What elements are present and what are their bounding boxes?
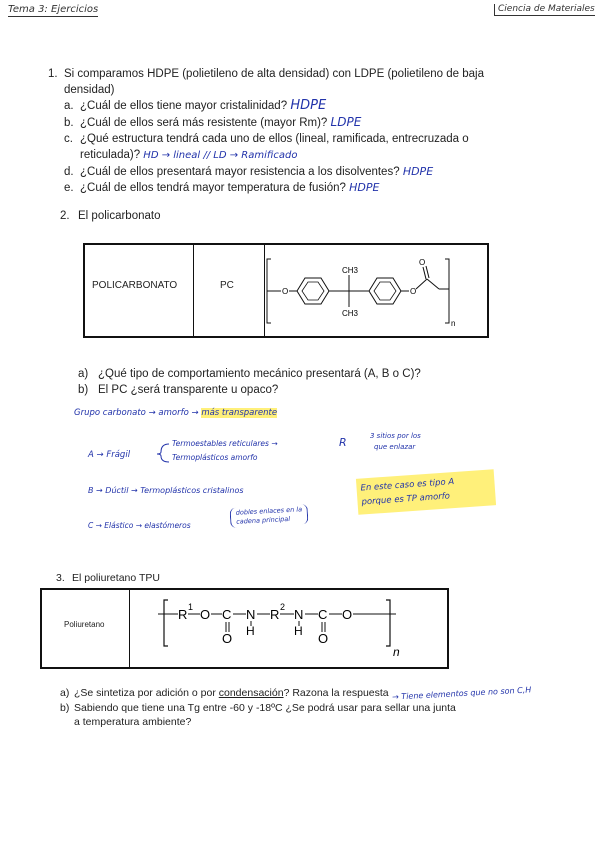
q2-note-b-label: B → Dúctil → Termoplásticos cristalinos bbox=[88, 486, 244, 495]
svg-text:R: R bbox=[270, 607, 280, 622]
q2-note-side1: 3 sitios por los bbox=[370, 432, 421, 440]
q1-item-d-letter: d. bbox=[64, 166, 74, 178]
q2-number: 2. bbox=[60, 210, 70, 222]
header-right-title: Ciencia de Materiales bbox=[494, 4, 595, 16]
q3-title-text: El poliuretano TPU bbox=[72, 572, 160, 584]
q2-item-b: b) El PC ¿será transparente u opaco? bbox=[78, 384, 279, 396]
q3-number: 3. bbox=[56, 572, 65, 584]
tpu-structure-diagram bbox=[130, 590, 446, 667]
svg-text:R: R bbox=[178, 607, 188, 622]
q1-item-d-answer: HDPE bbox=[402, 165, 434, 178]
q1-item-e-text: ¿Cuál de ellos tendrá mayor temperatura de fusión? bbox=[80, 182, 346, 194]
q2-note-a-branch1: Termoestables reticulares → bbox=[172, 439, 278, 448]
q1-item-b-letter: b. bbox=[64, 117, 74, 129]
q1-text-line2: densidad) bbox=[64, 84, 115, 96]
svg-text:n: n bbox=[393, 645, 400, 659]
svg-text:N: N bbox=[294, 607, 304, 622]
header-left-title: Tema 3: Ejercicios bbox=[8, 4, 99, 15]
q2-note-line1: Grupo carbonato → amorfo → más transparente bbox=[74, 408, 278, 418]
q1-item-c-answer: HD → lineal // LD → Ramificado bbox=[143, 150, 298, 161]
q2-note-c-paren: dobles enlaces en la cadena principal bbox=[230, 504, 309, 528]
svg-text:1: 1 bbox=[188, 602, 194, 612]
svg-text:C: C bbox=[318, 607, 328, 622]
svg-text:2: 2 bbox=[280, 602, 286, 612]
q1-item-c-line2 bbox=[48, 147, 508, 164]
q1-item-b-text: ¿Cuál de ellos será más resistente (mayor Rm)? bbox=[80, 117, 328, 129]
q3-item-a: a) ¿Se sintetiza por adición o por condensación? Razona la respuesta → Tiene elementos que no son C,H bbox=[60, 686, 580, 701]
svg-text:O: O bbox=[342, 607, 353, 622]
q2-title-text: El policarbonato bbox=[78, 210, 161, 222]
poliuretano-table bbox=[40, 588, 449, 669]
q1-item-b bbox=[48, 114, 508, 131]
q1-item-a bbox=[48, 98, 508, 114]
q2-items bbox=[78, 366, 421, 398]
pc-name-cell: POLICARBONATO bbox=[92, 280, 178, 291]
svg-text:H: H bbox=[294, 624, 303, 638]
q1-item-c-letter: c. bbox=[64, 133, 73, 145]
q1-item-e-answer: HDPE bbox=[349, 181, 380, 194]
policarbonato-table bbox=[83, 243, 489, 338]
tpu-left-bracket bbox=[164, 600, 168, 646]
pc-ch3-bottom: CH3 bbox=[342, 309, 359, 318]
q2-note-highlight: más transparente bbox=[201, 408, 278, 418]
q3-items bbox=[60, 686, 580, 729]
q1-item-d-text: ¿Cuál de ellos presentará mayor resistencia a los disolventes? bbox=[80, 166, 400, 178]
svg-text:O: O bbox=[200, 607, 211, 622]
q1-item-d bbox=[48, 164, 508, 180]
q1-item-c-text: ¿Qué estructura tendrá cada uno de ellos (lineal, ramificada, entrecruzada o bbox=[80, 133, 469, 145]
tpu-name-cell: Poliuretano bbox=[64, 620, 105, 629]
pc-structure-diagram bbox=[265, 245, 487, 336]
svg-text:O: O bbox=[222, 631, 233, 646]
pc-n-subscript: n bbox=[451, 319, 456, 328]
pc-ch3-top: CH3 bbox=[342, 266, 359, 275]
q1-item-c bbox=[48, 131, 508, 147]
svg-text:C: C bbox=[222, 607, 232, 622]
pc-right-bracket bbox=[445, 259, 449, 323]
pc-abbr-cell: PC bbox=[220, 280, 234, 291]
q1-item-e-letter: e. bbox=[64, 182, 74, 194]
q1-text bbox=[48, 66, 508, 82]
q3-item-b: b) Sabiendo que tiene una Tg entre -60 y -18ºC ¿Se podrá usar para sellar una junta bbox=[60, 702, 456, 714]
q1-item-e bbox=[48, 180, 508, 196]
q1-item-c-text2: reticulada)? bbox=[80, 149, 141, 161]
svg-text:N: N bbox=[246, 607, 256, 622]
q3-item-a-answer: → Tiene elementos que no son C,H bbox=[391, 685, 532, 702]
q2-note-a-branch2: Termoplásticos amorfo bbox=[172, 453, 258, 462]
q2-title bbox=[60, 208, 160, 224]
q1-item-a-text: ¿Cuál de ellos tiene mayor cristalinidad? bbox=[80, 100, 288, 112]
q1-text-line1: Si comparamos HDPE (polietileno de alta densidad) con LDPE (polietileno de baja bbox=[64, 68, 484, 80]
q1-item-a-letter: a. bbox=[64, 100, 74, 112]
q3-item-b-line2: a temperatura ambiente? bbox=[74, 716, 192, 728]
q2-note-a-label: A → Frágil bbox=[88, 450, 131, 460]
q1-number: 1. bbox=[48, 68, 58, 80]
tpu-right-bracket bbox=[386, 600, 390, 646]
q2-note-r-mark: R bbox=[339, 436, 347, 449]
pc-o-left: O bbox=[282, 287, 289, 296]
svg-text:O: O bbox=[318, 631, 329, 646]
q1-block bbox=[48, 66, 508, 196]
q1-item-a-answer: HDPE bbox=[290, 98, 327, 113]
q1-item-b-answer: LDPE bbox=[330, 115, 362, 129]
q2-item-a: a) ¿Qué tipo de comportamiento mecánico presentará (A, B o C)? bbox=[78, 368, 421, 380]
table-divider-1 bbox=[193, 245, 194, 336]
pc-o-right: O bbox=[410, 287, 417, 296]
q2-note-c-label: C → Elástico → elastómeros bbox=[88, 521, 191, 530]
svg-text:H: H bbox=[246, 624, 255, 638]
q2-note-side2: que enlazar bbox=[374, 443, 416, 451]
q3-title bbox=[56, 570, 160, 586]
q2-note-box: En este caso es tipo A porque es TP amorfo bbox=[356, 469, 496, 515]
pc-o-carbonyl: O bbox=[419, 258, 426, 267]
